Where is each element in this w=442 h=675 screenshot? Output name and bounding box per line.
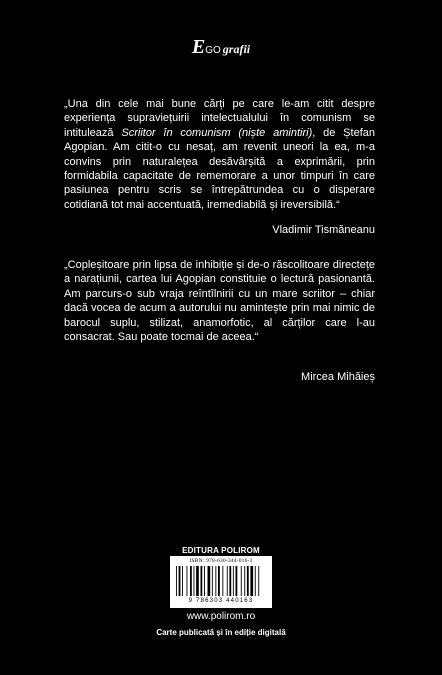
barcode-bar [255, 566, 256, 596]
quote2-author: Mircea Mihăieș [301, 371, 375, 383]
barcode-bar [218, 566, 220, 596]
barcode-bar [208, 566, 211, 596]
barcode-bar [196, 566, 199, 596]
digital-edition-note: Carte publicată și în ediție digitală [156, 628, 286, 637]
barcode-bar [247, 566, 249, 596]
barcode-bar [176, 566, 177, 596]
barcode-bar [258, 566, 259, 596]
barcode-bar [204, 566, 205, 596]
logo-word: grafii [222, 42, 251, 56]
barcode-bar [179, 566, 181, 596]
barcode-bar [227, 566, 228, 596]
logo-mid: GO [205, 45, 221, 56]
barcode-number: 9 786303 440163 [188, 598, 254, 604]
publisher-name: EDITURA POLIROM [182, 546, 260, 555]
publisher-series-logo [0, 36, 442, 59]
barcode-bar [229, 566, 231, 596]
quote1-text-after: , de Ștefan Agopian. Am citit-o cu nesaț, am revenit uneori la ea, m-a convins prin naturalețea desăvârșită a exprimării, prin formidabila capacitate de rememorare a unor timpuri în care pasiunea pentru scris se întrepătrundea cu o disperare cotidiană tot mai accentuată, iremediabilă și ireversibilă.“ [64, 126, 375, 211]
logo-letter: E [191, 36, 206, 58]
barcode-bar [190, 566, 192, 596]
isbn-barcode [170, 556, 272, 608]
barcode-bar [250, 566, 253, 596]
quote1-book-title: Scriitor în comunism (niște amintiri) [121, 126, 313, 139]
isbn-text: ISBN: 978-630-344-016-3 [189, 558, 253, 564]
barcode-bar [215, 566, 216, 596]
barcode-bar [236, 566, 238, 596]
barcode-bar [201, 566, 203, 596]
barcode-bar [222, 566, 223, 596]
barcode-bar [194, 566, 195, 596]
barcode-bars [176, 566, 266, 596]
barcode-bar [233, 566, 234, 596]
quote-tismaneanu [64, 97, 375, 212]
quote1-text-before: „Una din cele mai bune cărți pe care le-am citit despre experiența supraviețuirii intelectualului în comunism se intitulează [64, 98, 375, 139]
barcode-bar [187, 566, 188, 596]
quote-mihaies: „Copleșitoare prin lipsa de inhibiție și de-o răscolitoare directețe a narațiunii, cartea lui Agopian constituie o lectură pasionantă. Am parcurs-o sub vraja reîntîlnirii cu un mare scriitor – chiar dacă vocea de acum a autorului nu amintește prin mai nimic de barocul suplu, stilizat, anamorfotic, al cărților care l-au consacrat. Sau poate tocmai de aceea.“ [64, 259, 375, 344]
barcode-bar [212, 566, 213, 596]
barcode-bar [182, 566, 183, 596]
barcode-bar [241, 566, 242, 596]
barcode-bar [244, 566, 245, 596]
publisher-website: www.polirom.ro [186, 611, 256, 622]
quote1-author: Vladimir Tismăneanu [272, 224, 375, 236]
